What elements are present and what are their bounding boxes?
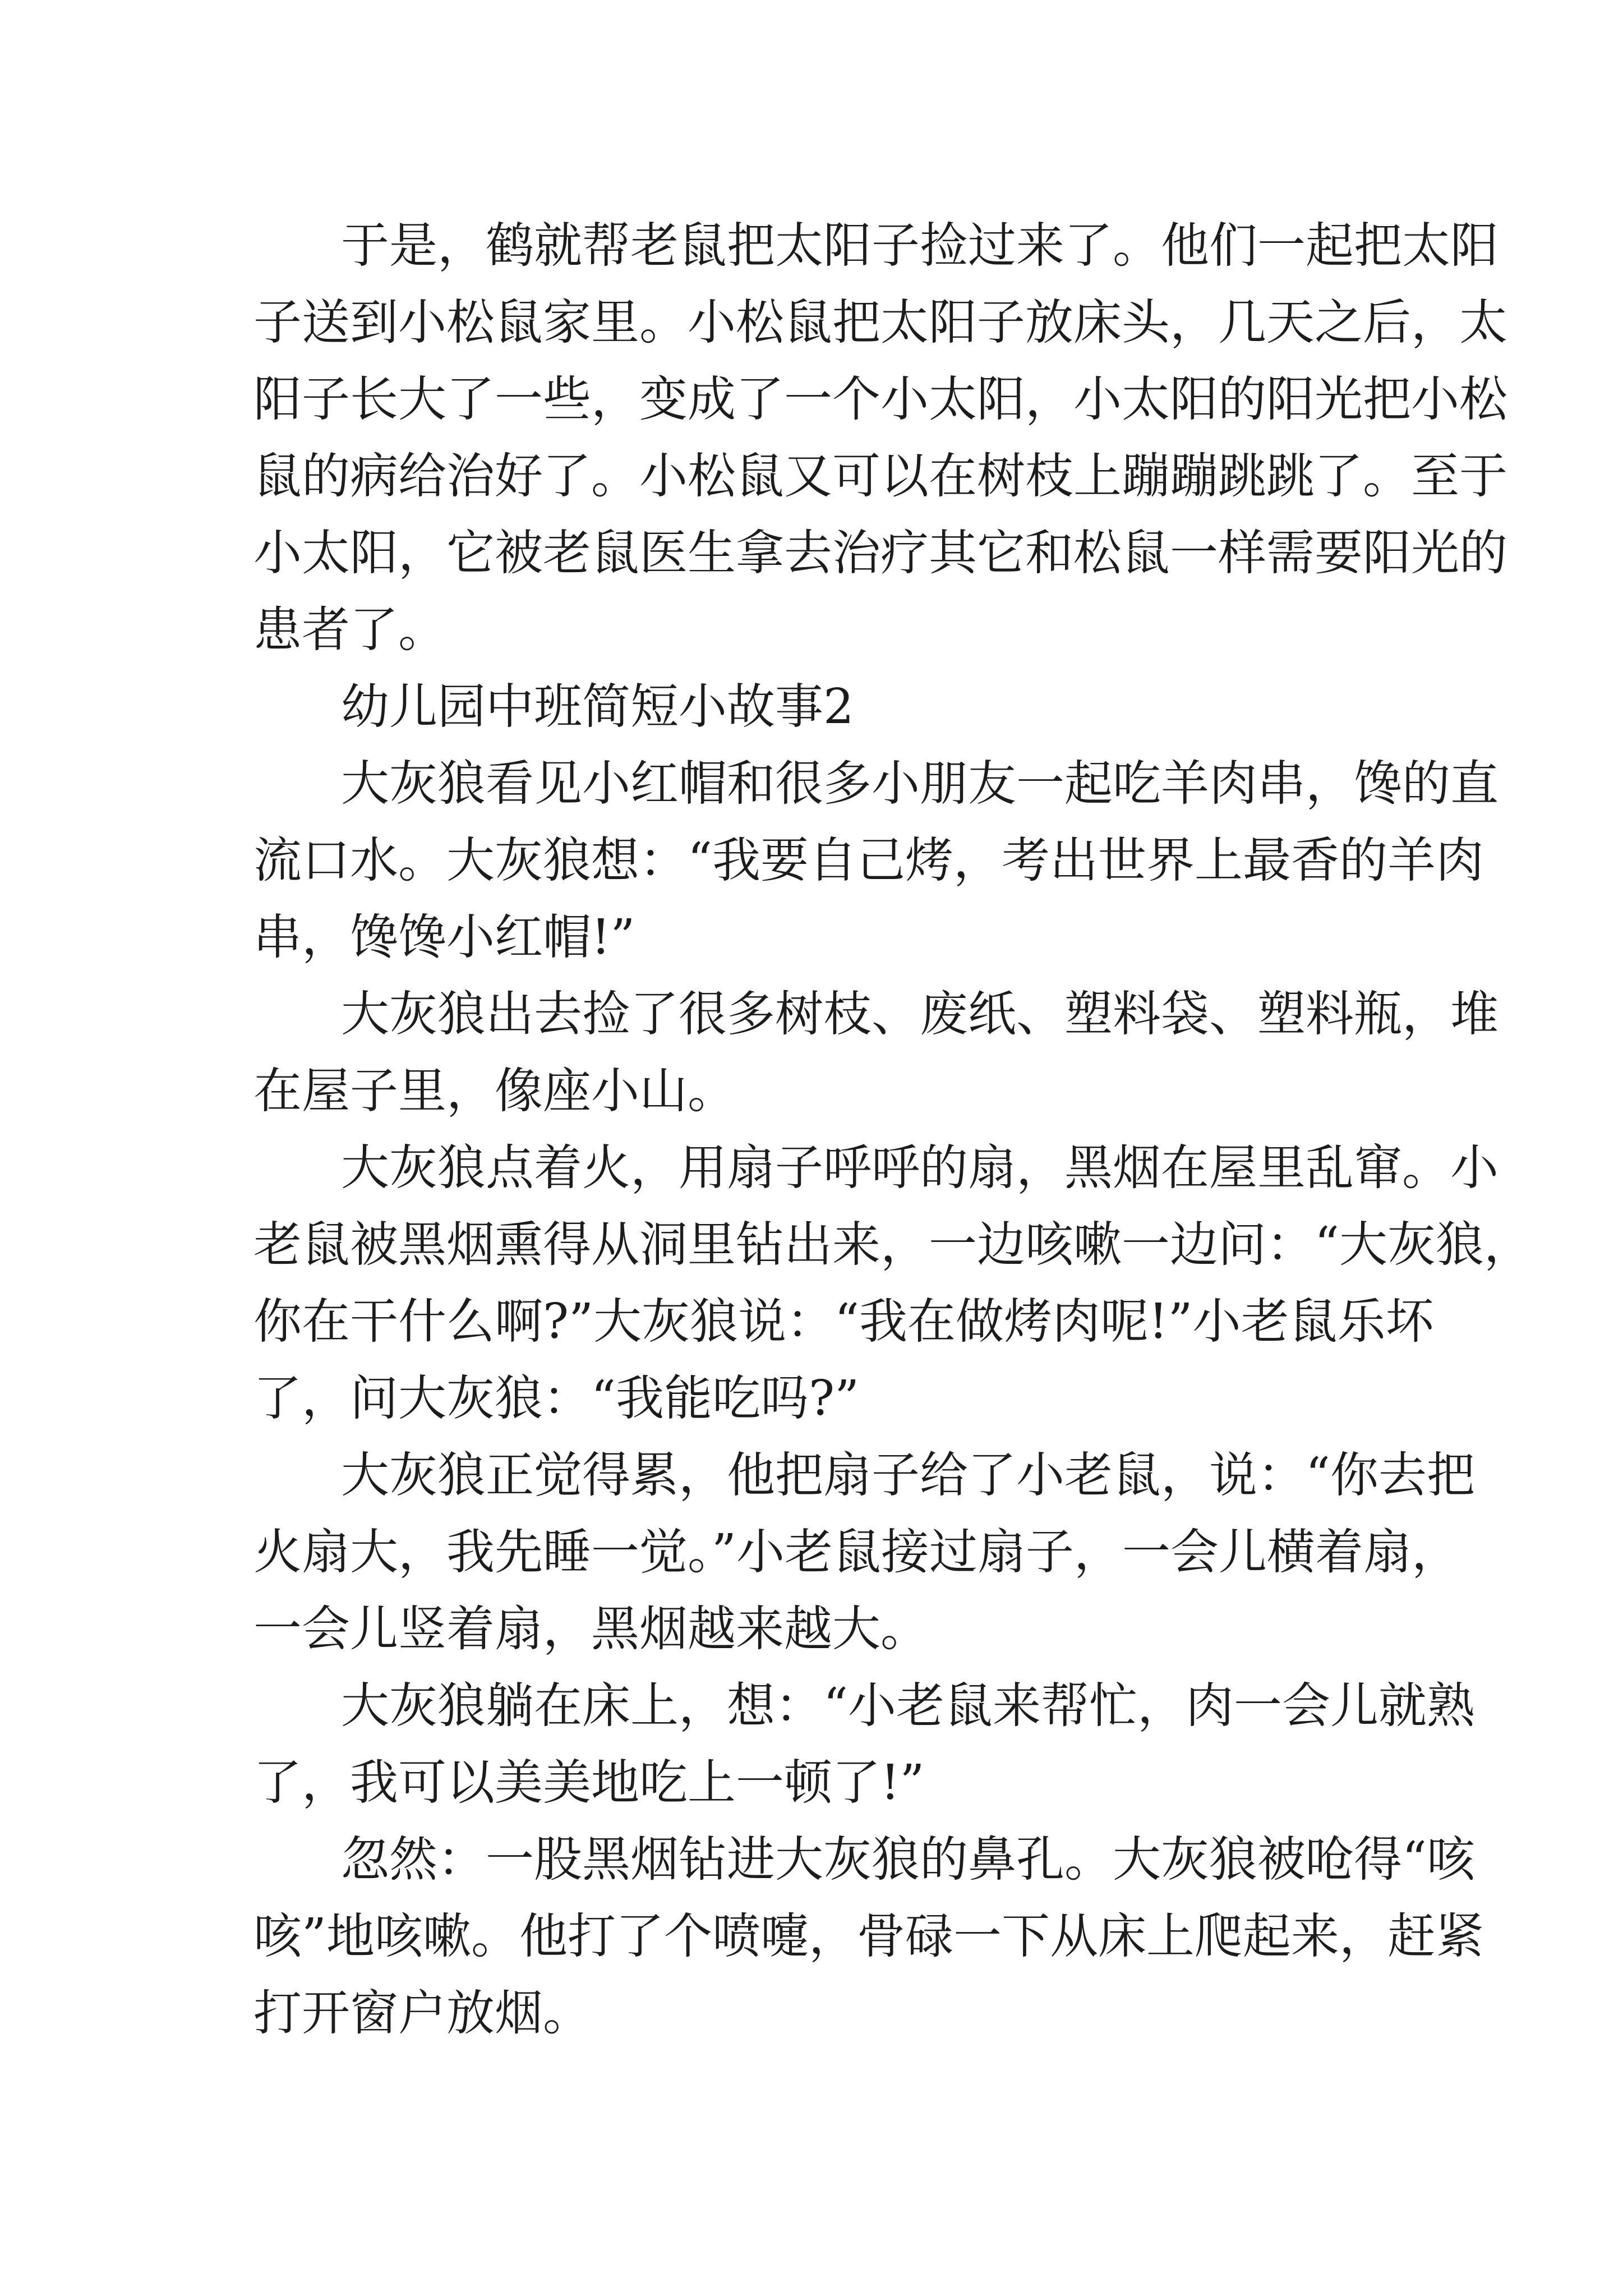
paragraph <box>253 1668 1475 1821</box>
paragraph <box>253 1821 1484 2052</box>
text-line: 患者了。 <box>253 602 446 658</box>
text-line: 于是，鹤就帮老鼠把太阳子捡过来了。他们一起把太阳 <box>341 218 1498 274</box>
text-line: 大灰狼点着火，用扇子呼呼的扇，黑烟在屋里乱窜。小 <box>341 1140 1498 1196</box>
document-page <box>253 208 1532 2052</box>
text-line: 大灰狼躺在床上，想：“小老鼠来帮忙，肉一会儿就熟 <box>341 1678 1475 1734</box>
text-line: 鼠的病给治好了。小松鼠又可以在树枝上蹦蹦跳跳了。至于 <box>253 448 1507 504</box>
text-line: 大灰狼正觉得累，他把扇子给了小老鼠，说：“你去把 <box>341 1447 1475 1503</box>
paragraph <box>253 976 1498 1130</box>
paragraph <box>253 1437 1475 1668</box>
text-line: 咳”地咳嗽。他打了个喷嚏，骨碌一下从床上爬起来，赶紧 <box>253 1908 1484 1964</box>
paragraph <box>253 746 1498 976</box>
text-line: 在屋子里，像座小山。 <box>253 1063 736 1119</box>
text-line: 阳子长大了一些，变成了一个小太阳，小太阳的阳光把小松 <box>253 371 1507 427</box>
paragraph <box>253 1130 1532 1437</box>
text-line: 你在干什么啊?”大灰狼说：“我在做烤肉呢!”小老鼠乐坏 <box>253 1294 1434 1350</box>
text-line: 了，问大灰狼：“我能吃吗?” <box>253 1370 860 1427</box>
text-line: 小太阳，它被老鼠医生拿去治疗其它和松鼠一样需要阳光的 <box>253 525 1507 581</box>
text-line: 老鼠被黑烟熏得从洞里钻出来，一边咳嗽一边问：“大灰狼， <box>253 1217 1532 1273</box>
text-line: 忽然：一股黑烟钻进大灰狼的鼻孔。大灰狼被呛得“咳 <box>341 1832 1475 1888</box>
text-line: 火扇大，我先睡一觉。”小老鼠接过扇子，一会儿横着扇， <box>253 1524 1460 1580</box>
text-line: 了，我可以美美地吃上一顿了!” <box>253 1755 925 1811</box>
text-line: 一会儿竖着扇，黑烟越来越大。 <box>253 1601 929 1657</box>
paragraph <box>253 208 1507 669</box>
text-line: 串，馋馋小红帽!” <box>253 909 635 965</box>
text-line: 流口水。大灰狼想：“我要自己烤，考出世界上最香的羊肉 <box>253 832 1484 889</box>
story-heading <box>253 669 1392 746</box>
text-line: 打开窗户放烟。 <box>253 1985 591 2041</box>
text-line: 子送到小松鼠家里。小松鼠把太阳子放床头，几天之后，太 <box>253 295 1507 351</box>
text-line: 大灰狼看见小红帽和很多小朋友一起吃羊肉串，馋的直 <box>341 756 1498 812</box>
heading-line: 幼儿园中班简短小故事2 <box>341 679 854 735</box>
text-line: 大灰狼出去捡了很多树枝、废纸、塑料袋、塑料瓶，堆 <box>341 986 1498 1042</box>
